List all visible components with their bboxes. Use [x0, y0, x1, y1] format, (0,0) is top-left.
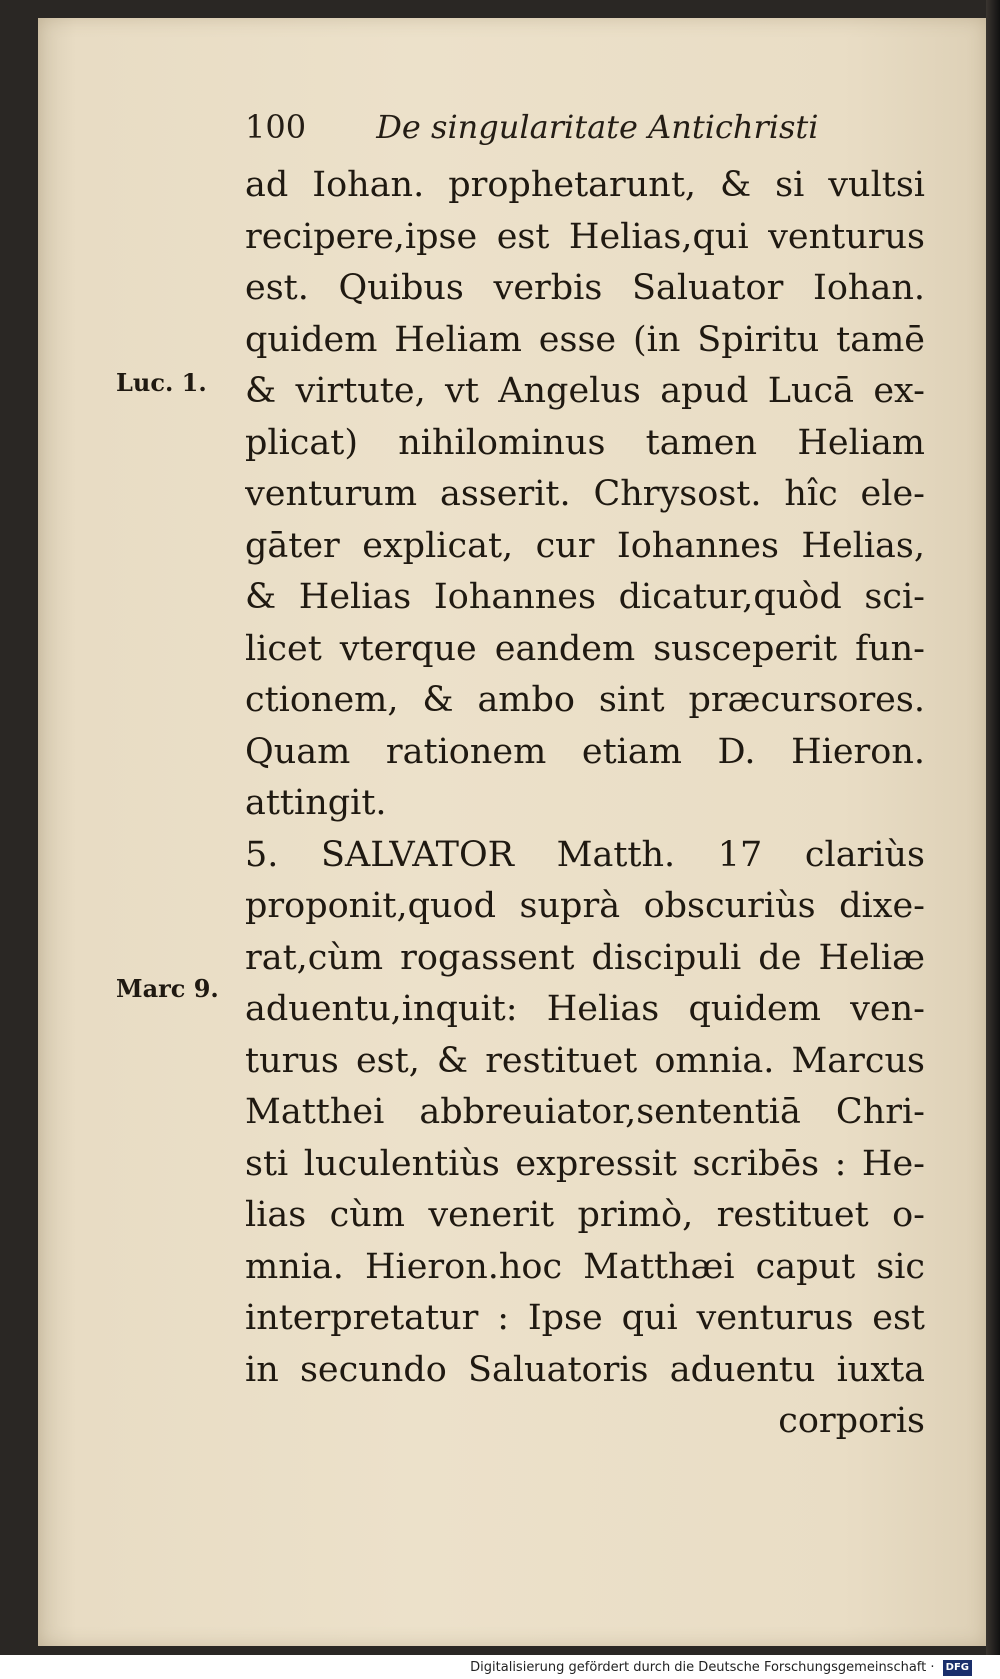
footer-text: Digitalisierung gefördert durch die Deutsche Forschungsgemeinschaft ·	[470, 1660, 935, 1675]
text-line: quidem Heliam esse (in Spiritu tamē	[245, 319, 925, 360]
text-line: interpretatur : Ipse qui venturus est	[245, 1298, 925, 1338]
text-line: mnia. Hieron.hoc Matthæi caput sic	[245, 1246, 925, 1287]
dfg-logo-icon: DFG	[943, 1660, 972, 1676]
catchword: corporis	[778, 1401, 925, 1441]
text-line: est. Quibus verbis Saluator Iohan.	[245, 268, 925, 308]
text-line: Quam rationem etiam D. Hieron.	[245, 731, 925, 772]
text-line: Matthei abbreuiator,sententiā Chri-	[245, 1092, 925, 1132]
text-line: 5. SALVATOR Matth. 17 clariùs	[245, 834, 925, 875]
text-line: rat,cùm rogassent discipuli de Heliæ	[245, 937, 925, 978]
text-line: lias cùm venerit primò, restituet o-	[245, 1195, 925, 1235]
text-line: recipere,ipse est Helias,qui venturus	[245, 216, 925, 257]
margin-note-luc: Luc. 1.	[116, 368, 207, 397]
text-line: licet vterque eandem susceperit fun-	[245, 628, 925, 669]
digitization-footer	[0, 1657, 1000, 1679]
running-header	[245, 108, 819, 146]
text-line: venturum asserit. Chrysost. hîc ele-	[245, 474, 925, 514]
running-title: De singularitate Antichristi	[376, 108, 819, 146]
text-line: ctionem, & ambo sint præcursores.	[245, 680, 925, 720]
text-line: aduentu,inquit: Helias quidem ven-	[245, 989, 925, 1029]
text-line: turus est, & restituet omnia. Marcus	[245, 1040, 925, 1081]
text-line: in secundo Saluatoris aduentu iuxta	[245, 1349, 925, 1390]
text-line: ad Iohan. prophetarunt, & si vultsi	[245, 165, 925, 205]
text-line: attingit.	[245, 783, 387, 823]
page-edge	[986, 0, 1000, 1655]
text-line: sti luculentiùs expressit scribēs : He-	[245, 1143, 925, 1184]
text-line: plicat) nihilominus tamen Heliam	[245, 422, 925, 463]
margin-note-marc: Marc 9.	[116, 974, 219, 1003]
page-number: 100	[245, 108, 307, 146]
text-line: & virtute, vt Angelus apud Lucā ex-	[245, 371, 925, 411]
text-line: & Helias Iohannes dicatur,quòd sci-	[245, 577, 925, 617]
body-text	[245, 160, 925, 1448]
text-line: proponit,quod suprà obscuriùs dixe-	[245, 886, 925, 926]
text-line: gāter explicat, cur Iohannes Helias,	[245, 525, 925, 566]
